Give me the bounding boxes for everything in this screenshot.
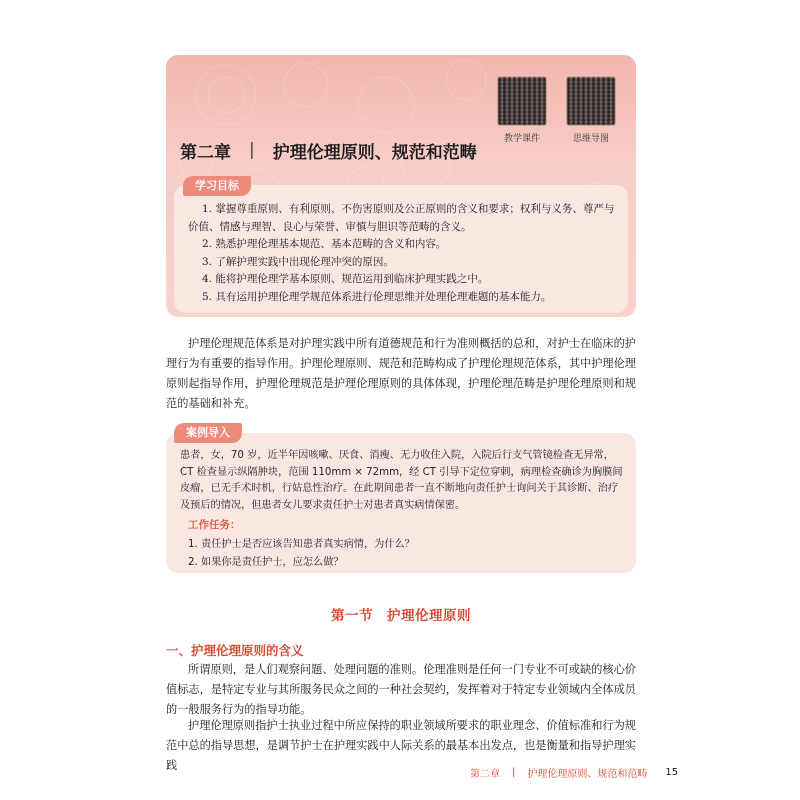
footer-chapter-label: 第二章 — [470, 768, 500, 780]
task-title: 工作任务： — [188, 519, 241, 531]
objective-item: 5. 具有运用护理伦理学规范体系进行伦理思维并处理伦理难题的基本能力。 — [202, 290, 552, 303]
intro-paragraph: 护理伦理规范体系是对护理实践中所有道德规范和行为准则概括的总和，对护士在临床的护理行为有重要的指导作用。护理伦理原则、规范和范畴构成了护理伦理规范体系，其中护理伦理原则起指导作用，护理伦理规范是护理伦理原则的具体体现，护理伦理范畴是护理伦理原则和规范的基础和补充。 — [166, 337, 636, 410]
qr-code-icon[interactable] — [498, 77, 546, 125]
qr-label: 教学课件 — [503, 134, 540, 144]
chapter-title-text: 护理伦理原则、规范和范畴 — [272, 142, 477, 163]
chapter-title — [180, 135, 477, 165]
objective-item: 3. 了解护理实践中出现伦理冲突的原因。 — [202, 255, 394, 268]
learning-objectives-box — [174, 185, 628, 313]
objective-item: 1. 掌握尊重原则、有利原则、不伤害原则及公正原则的含义和要求；权利与义务、尊严与 — [202, 203, 615, 215]
page-number: 15 — [665, 766, 679, 778]
qr-mindmap[interactable] — [563, 77, 619, 144]
title-separator: | — [249, 140, 255, 160]
page-footer — [470, 764, 678, 780]
objective-item: 价值、情感与理智、良心与荣誉、审慎与胆识等范畴的含义。 — [188, 220, 472, 233]
objective-item: 2. 熟悉护理伦理基本规范、基本范畴的含义和内容。 — [202, 238, 447, 250]
section-paragraph: 所谓原则，是人们观察问题、处理问题的准则。伦理准则是任何一门专业不可或缺的核心价值标志，是特定专业与其所服务民众之间的一种社会契约，发挥着对于特定专业领域内全体成员的一般服务行为的指导功能。 — [166, 663, 636, 716]
footer-separator: | — [512, 766, 516, 778]
sub-heading: 一、护理伦理原则的含义 — [166, 643, 304, 658]
qr-code-icon[interactable] — [567, 77, 615, 125]
section-paragraph: 护理伦理原则指护士执业过程中所应保持的职业领域所要求的职业理念、价值标准和行为规范中总的指导思想，是调节护士在护理实践中人际关系的最基本出发点，也是衡量和指导护理实践 — [166, 719, 636, 772]
qr-label: 思维导图 — [572, 134, 609, 144]
objectives-list — [188, 201, 618, 306]
task-item: 1. 责任护士是否应该告知患者真实病情，为什么？ — [188, 539, 415, 550]
footer-chapter-title: 护理伦理原则、规范和范畴 — [527, 768, 648, 780]
objective-item: 4. 能将护理伦理学基本原则、规范运用到临床护理实践之中。 — [202, 273, 489, 285]
qr-courseware[interactable] — [494, 77, 550, 144]
objectives-tag: 学习目标 — [183, 176, 251, 196]
case-text: 患者，女，70 岁，近半年因咳嗽、厌食、消瘦、无力收住入院，入院后行支气管镜检查无异常，CT 检查显示纵隔肿块，范围 110mm × 72mm，经 CT 引导下定位穿刺，病理检查确诊为胸膜间皮瘤，已无手术时机，行姑息性治疗。在此期间患者一直不断地向责任护士询问关于其诊断、治疗及预后的情况，但患者女儿要求责任护士对患者真实病情保密。 — [180, 450, 623, 511]
task-item: 2. 如果你是责任护士，应怎么做？ — [188, 557, 344, 568]
section-title: 第一节 护理伦理原则 — [331, 608, 471, 624]
case-tag: 案例导入 — [174, 423, 242, 443]
chapter-label: 第二章 — [180, 142, 231, 163]
case-box — [166, 433, 636, 573]
